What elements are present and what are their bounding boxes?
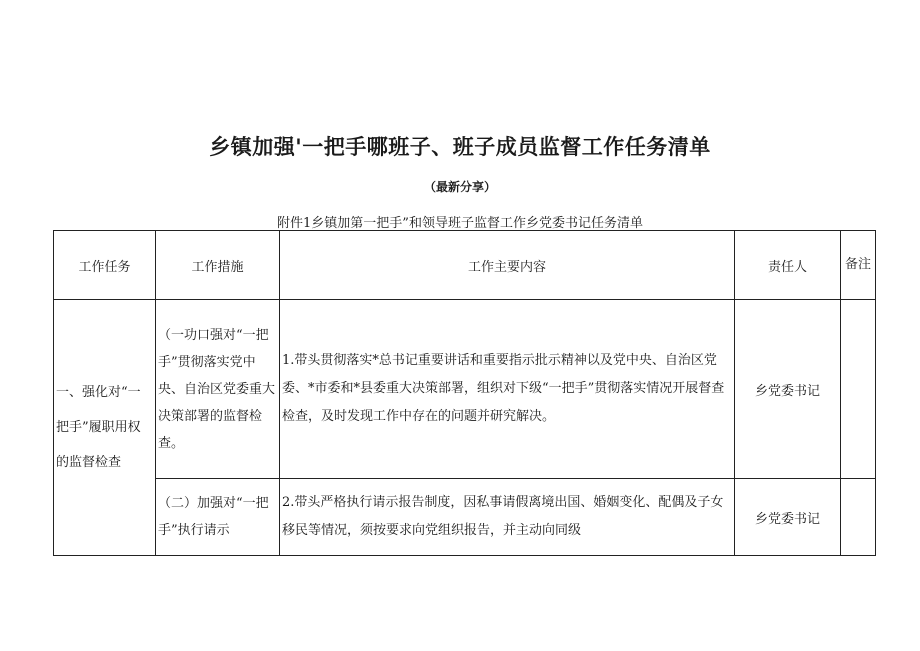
content-cell: 2.带头严格执行请示报告制度，因私事请假离境出国、婚姻变化、配偶及子女移民等情况，须按要求向党组织报告，并主动向同级: [280, 479, 735, 556]
table-row: [54, 300, 876, 479]
header-note: 备注: [841, 231, 876, 300]
header-content: 工作主要内容: [280, 231, 735, 300]
table-row: [54, 479, 876, 556]
note-cell: [841, 479, 876, 556]
responsible-cell: 乡党委书记: [735, 479, 841, 556]
table-caption: 附件1乡镇加第一把手”和领导班子监督工作乡党委书记任务清单: [277, 216, 643, 231]
document-subtitle: （最新分享）: [423, 180, 496, 194]
content-cell: 1.带头贯彻落实*总书记重要讲话和重要指示批示精神以及党中央、自治区党委、*市委和*县委重大决策部署，组织对下级“一把手”贯彻落实情况开展督查检查，及时发现工作中存在的问题并研究解决。: [280, 300, 735, 479]
task-table: [53, 230, 876, 556]
task-cell: 一、强化对“一把手”履职用权的监督检查: [54, 300, 156, 556]
measure-cell: （一功口强对“一把手”贯彻落实党中央、自治区党委重大决策部署的监督检查。: [156, 300, 280, 479]
measure-cell: （二）加强对“一把手”执行请示: [156, 479, 280, 556]
header-task: 工作任务: [54, 231, 156, 300]
header-measure: 工作措施: [156, 231, 280, 300]
note-cell: [841, 300, 876, 479]
header-responsible: 责任人: [735, 231, 841, 300]
document-title: 乡镇加强'一把手哪班子、班子成员监督工作任务清单: [209, 135, 711, 159]
table-header-row: [54, 231, 876, 300]
responsible-cell: 乡党委书记: [735, 300, 841, 479]
